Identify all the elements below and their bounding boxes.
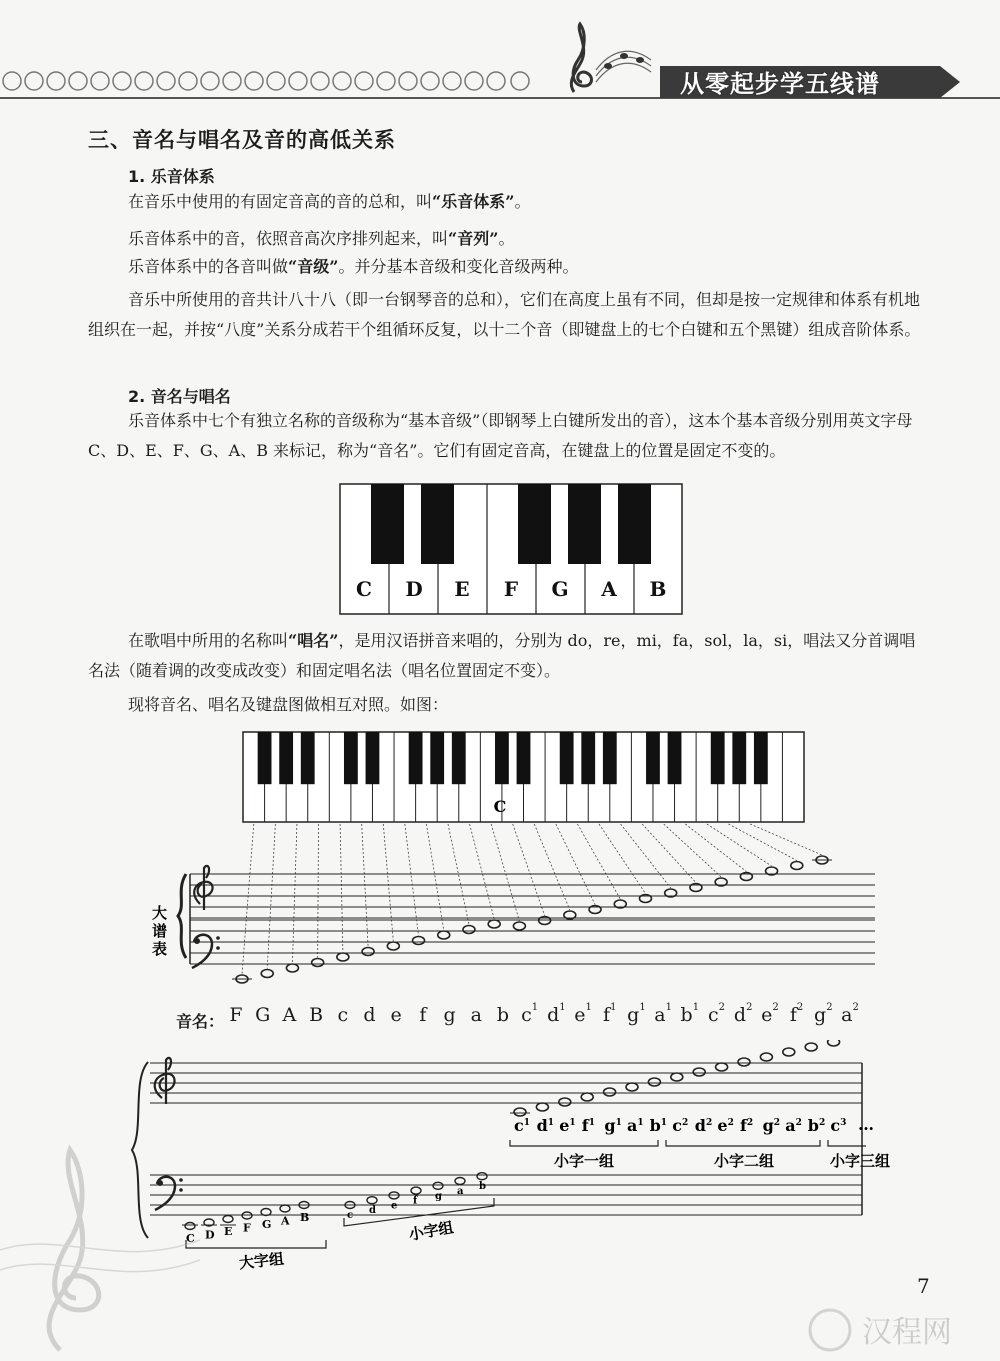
group-note-label: g <box>435 1190 442 1202</box>
group-note-label: $f^2$ <box>740 1116 754 1135</box>
group-note <box>716 1063 728 1071</box>
subsection-heading-1: 1. 乐音体系 <box>128 167 215 186</box>
black-key <box>646 732 660 784</box>
key-label-f: F <box>503 577 519 601</box>
series-title: 从零起步学五线谱 <box>680 70 880 98</box>
group-note <box>805 1043 817 1051</box>
note-name: a <box>470 1004 482 1026</box>
grand-staff-note <box>463 926 475 934</box>
brace-label-1: 大 <box>152 904 168 922</box>
grand-staff-brace <box>152 874 186 958</box>
black-key <box>732 732 746 784</box>
group-note-label: $c^1$ <box>514 1116 531 1135</box>
big-keyboard <box>243 732 804 822</box>
black-key <box>668 732 682 784</box>
guide-line <box>685 824 746 872</box>
note-name: g <box>443 1004 456 1026</box>
group-note <box>760 1053 772 1061</box>
group-note-label: $c^2$ <box>672 1116 689 1135</box>
group-note <box>411 1187 421 1194</box>
black-key <box>301 732 315 784</box>
note-name: $g^1$ <box>627 1002 646 1026</box>
guide-line <box>599 824 645 894</box>
group-note <box>559 1098 571 1106</box>
group-note <box>581 1093 593 1101</box>
guide-line <box>491 824 519 921</box>
groups-treble-clef-icon <box>155 1058 175 1104</box>
note-name: b <box>496 1004 510 1026</box>
note-name: $c^2$ <box>708 1002 726 1026</box>
group-note <box>261 1209 271 1216</box>
group-note <box>693 1068 705 1076</box>
treble-clef-icon <box>194 866 212 910</box>
key-label-b: B <box>649 577 667 601</box>
grand-staff-note <box>312 959 324 967</box>
note-name: $a^1$ <box>654 1002 672 1026</box>
label-small-group-1: 小字一组 <box>553 1152 615 1170</box>
note-name: $d^2$ <box>733 1002 753 1026</box>
note-name: $d^1$ <box>547 1002 566 1026</box>
grand-staff-note <box>362 948 374 956</box>
black-key <box>517 732 531 784</box>
grand-staff-lines <box>190 874 875 964</box>
group-note <box>477 1173 487 1180</box>
group-note-label: $d^1$ <box>536 1116 555 1135</box>
group-note <box>280 1205 290 1212</box>
grand-staff-note <box>438 931 450 939</box>
grand-staff-note <box>337 953 349 961</box>
note-name: $b^1$ <box>680 1002 700 1026</box>
key-label-a: A <box>601 577 617 601</box>
group-note-label: c <box>347 1210 354 1221</box>
black-key <box>409 732 423 784</box>
note-name: B <box>309 1004 324 1026</box>
group-note-label: $g^2$ <box>762 1116 781 1135</box>
group-note-label: $c^3$ <box>830 1116 847 1135</box>
label-small-group-2: 小字二组 <box>713 1152 775 1170</box>
black-key <box>279 732 293 784</box>
group-note-label: G <box>262 1218 272 1231</box>
section-title: 三、音名与唱名及音的高低关系 <box>88 128 396 152</box>
paragraph-note-names: 乐音体系中七个有独立名称的音级称为“基本音级”（即钢琴上白键所发出的音），这本个基本音级分别用英文字母 C、D、E、F、G、A、B 来标记，称为“音名”。它们有固定音高，在键盘上的位置是固定不变的。 <box>88 411 913 460</box>
groups-ellipsis: … <box>858 1115 874 1134</box>
note-name: f <box>419 1004 427 1026</box>
brace-label-3: 表 <box>152 940 168 958</box>
paragraph-music-system: 在音乐中使用的有固定音高的音的总和，叫“乐音体系”。 <box>128 192 531 211</box>
group-note <box>738 1058 750 1066</box>
group-note-label: $b^2$ <box>807 1116 826 1135</box>
guide-line <box>383 824 393 941</box>
label-small-group: 小字组 <box>407 1218 455 1244</box>
group-note <box>367 1197 377 1204</box>
guide-line <box>621 824 671 888</box>
guide-line <box>664 824 721 877</box>
grand-staff-note <box>513 922 525 930</box>
guide-line <box>556 824 595 905</box>
group-note-label: a <box>457 1186 464 1197</box>
note-name: $a^2$ <box>841 1002 859 1026</box>
group-note-label: $a^2$ <box>785 1116 802 1135</box>
key-label-g: G <box>551 577 569 601</box>
black-key <box>754 732 768 784</box>
black-key <box>258 732 272 784</box>
key-label-c: C <box>356 577 372 601</box>
black-key <box>560 732 574 784</box>
black-key <box>430 732 444 784</box>
note-name: e <box>390 1004 402 1026</box>
group-note <box>514 1108 526 1116</box>
note-name: $e^2$ <box>761 1002 779 1026</box>
note-name: $c^1$ <box>521 1002 539 1026</box>
guide-line <box>470 824 495 919</box>
treble-clef-logo-icon <box>556 20 656 100</box>
note-name: $f^2$ <box>789 1002 804 1026</box>
keyboard-grand-staff-figure <box>0 720 1000 1040</box>
guide-line <box>513 824 545 916</box>
decorative-clef-icon <box>0 1120 200 1361</box>
note-name: d <box>363 1004 376 1026</box>
guide-line <box>750 824 822 855</box>
group-note <box>223 1216 233 1223</box>
key-to-note-guides <box>242 824 822 974</box>
black-key <box>495 732 509 784</box>
guide-line <box>318 824 319 958</box>
note-name: A <box>282 1004 297 1026</box>
page-header <box>0 0 1000 110</box>
paragraph-tone-row: 乐音体系中的音，依照音高次序排列起来，叫“音列”。 <box>128 229 515 248</box>
label-big-group: 大字组 <box>238 1249 285 1273</box>
note-name: G <box>255 1004 271 1026</box>
group-note-label: $d^2$ <box>694 1116 713 1135</box>
guide-line <box>340 824 343 952</box>
group-note <box>783 1048 795 1056</box>
note-name: c <box>337 1004 349 1026</box>
group-note-label: B <box>300 1211 310 1224</box>
guide-line <box>405 824 419 936</box>
black-key <box>366 732 380 784</box>
group-note-label: f <box>413 1195 418 1207</box>
group-note-label: d <box>369 1205 376 1217</box>
svg-text:汉程网: 汉程网 <box>862 1315 952 1350</box>
brace-label-2: 谱 <box>152 922 168 940</box>
group-note <box>828 1040 840 1046</box>
subsection-heading-2: 2. 音名与唱名 <box>128 387 231 406</box>
guide-line <box>242 824 254 974</box>
key-label-d: D <box>405 577 423 601</box>
group-note-label: $e^1$ <box>559 1116 576 1135</box>
grand-staff-note <box>791 862 803 870</box>
guide-line <box>534 824 570 910</box>
groups-staff-lines <box>150 1063 862 1215</box>
grand-staff-note <box>286 964 298 972</box>
group-note <box>604 1088 616 1096</box>
bass-clef-icon <box>192 935 220 968</box>
note-name: $e^1$ <box>574 1002 592 1026</box>
label-small-group-3: 小字三组 <box>829 1152 891 1170</box>
grand-staff-note <box>413 937 425 945</box>
black-key <box>581 732 595 784</box>
group-note <box>671 1073 683 1081</box>
grand-staff-note <box>261 970 273 978</box>
group-note <box>648 1078 660 1086</box>
groups-staff-notes <box>182 1040 846 1245</box>
black-key <box>452 732 466 784</box>
note-name: F <box>229 1004 243 1026</box>
site-watermark <box>800 1300 1000 1361</box>
group-note-label: e <box>391 1200 398 1212</box>
black-key <box>344 732 358 784</box>
page-number: 7 <box>917 1274 930 1298</box>
paragraph-solfege: 在歌唱中所用的名称叫“唱名”，是用汉语拼音来唱的，分别为 do，re，mi，fa，sol，la，si，唱法又分首调唱名法（随着调的改变成改变）和固定唱名法（唱名位置固定不变）。 <box>88 631 916 680</box>
black-key <box>603 732 617 784</box>
group-note-label: $f^1$ <box>581 1116 595 1135</box>
small-keyboard-diagram <box>338 482 684 616</box>
paragraph-88-notes: 音乐中所使用的音共计八十八（即一台钢琴音的总和），它们在高度上虽有不同，但却是按一定规律和体系有机地组织在一起，并按“八度”关系分成若干个组循环反复，以十二个音（即键盘上的七个白键和五个黑键）组成音阶体系。 <box>88 290 921 339</box>
middle-c-label: C <box>493 797 507 816</box>
guide-line <box>707 824 772 866</box>
grand-staff-note <box>488 920 500 928</box>
group-note-label: E <box>224 1225 233 1238</box>
black-key <box>711 732 725 784</box>
note-name: $g^2$ <box>814 1002 833 1026</box>
group-note <box>433 1182 443 1189</box>
paragraph-degrees: 乐音体系中的各音叫做“音级”。并分基本音级和变化音级两种。 <box>128 257 579 276</box>
group-note-label: C <box>186 1232 195 1245</box>
group-note-label: $g^1$ <box>604 1116 622 1135</box>
guide-line <box>577 824 620 899</box>
note-name-row-label: 音名： <box>176 1012 225 1031</box>
group-note-label: $a^1$ <box>627 1116 644 1135</box>
group-note-label: D <box>205 1228 215 1242</box>
group-note-label: F <box>243 1221 251 1235</box>
note-name-row <box>0 1004 1000 1034</box>
group-note-label: $b^1$ <box>649 1116 668 1135</box>
header-circle-border <box>0 66 560 96</box>
group-note-label: A <box>281 1214 290 1228</box>
note-name: $f^1$ <box>603 1002 617 1026</box>
group-note <box>626 1083 638 1091</box>
group-note <box>536 1103 548 1111</box>
grand-staff-note <box>387 942 399 950</box>
group-note-label: b <box>479 1181 486 1193</box>
key-label-e: E <box>454 577 470 601</box>
paragraph-comparison-intro: 现将音名、唱名及键盘图做相互对照。如图： <box>128 695 449 714</box>
group-note <box>455 1178 465 1185</box>
guide-line <box>426 824 443 930</box>
group-note-label: $e^2$ <box>717 1116 734 1135</box>
